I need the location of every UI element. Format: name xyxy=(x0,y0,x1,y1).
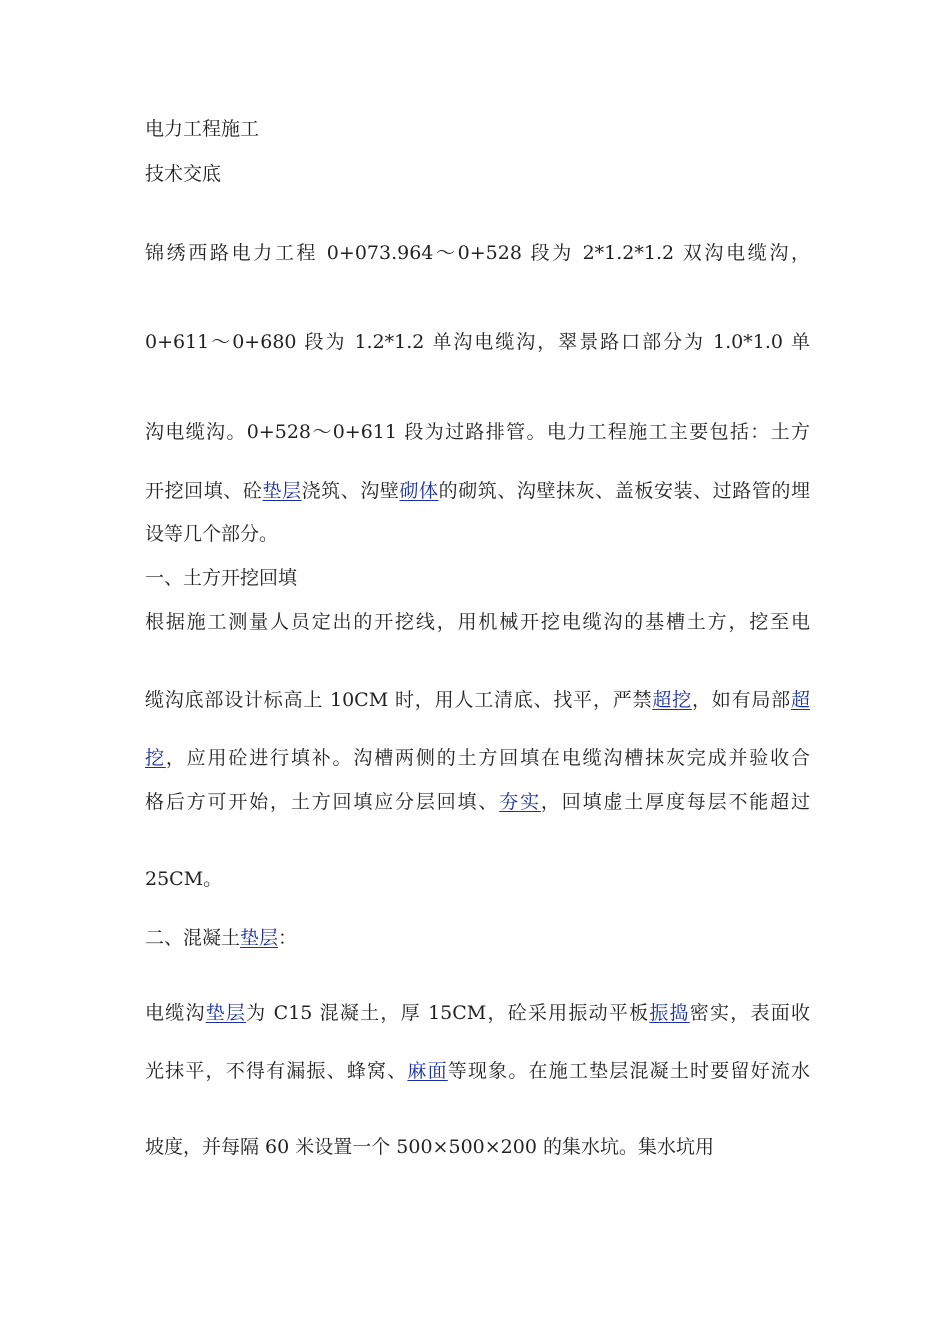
paragraph-1-text: 开挖回填、砼 xyxy=(145,480,263,502)
doc-title-line-1: 电力工程施工 xyxy=(145,118,260,140)
section-1-text: ，如有局部 xyxy=(691,689,791,711)
link-chaowa[interactable]: 超挖 xyxy=(652,689,692,711)
section-2-text: 等现象。在施工垫层混凝土时要留好流水 xyxy=(447,1060,810,1082)
paragraph-1-line-2: 0+611～0+680 段为 1.2*1.2 单沟电缆沟，翠景路口部分为 1.0*1.0 单 xyxy=(145,331,810,353)
section-1-heading: 一、土方开挖回填 xyxy=(145,567,298,589)
section-2-line-3: 坡度，并每隔 60 米设置一个 500×500×200 的集水坑。集水坑用 xyxy=(145,1136,714,1158)
section-1-text: 格后方可开始，土方回填应分层回填、 xyxy=(145,791,500,813)
link-chaowa-start[interactable]: 超 xyxy=(790,689,810,711)
doc-title-line-2: 技术交底 xyxy=(145,163,222,185)
paragraph-1-text: 浇筑、沟壁 xyxy=(301,480,400,502)
section-2-line-1 xyxy=(145,1000,810,1026)
section-1-line-2 xyxy=(145,687,810,713)
paragraph-1-line-1: 锦绣西路电力工程 0+073.964～0+528 段为 2*1.2*1.2 双沟电缆沟， xyxy=(145,242,810,264)
section-1-line-1: 根据施工测量人员定出的开挖线，用机械开挖电缆沟的基槽土方，挖至电 xyxy=(145,611,810,633)
link-dianceng-heading[interactable]: 垫层 xyxy=(240,927,279,949)
link-dianceng[interactable]: 垫层 xyxy=(262,480,302,502)
link-dianceng-2[interactable]: 垫层 xyxy=(205,1002,247,1024)
link-zhendao[interactable]: 振捣 xyxy=(649,1002,690,1024)
section-1-line-3 xyxy=(145,745,810,771)
section-2-heading-text: 二、混凝土 xyxy=(145,927,241,949)
section-2-heading xyxy=(145,925,810,951)
link-chaowa-end[interactable]: 挖 xyxy=(145,747,166,769)
link-hangshi[interactable]: 夯实 xyxy=(499,791,541,813)
link-mamian[interactable]: 麻面 xyxy=(407,1060,448,1082)
section-1-text: ，回填虚土厚度每层不能超过 xyxy=(540,791,810,813)
link-qiti[interactable]: 砌体 xyxy=(399,480,439,502)
section-1-text: 缆沟底部设计标高上 10CM 时，用人工清底、找平，严禁 xyxy=(145,689,653,711)
section-2-text: 电缆沟 xyxy=(145,1002,206,1024)
section-2-text: 密实，表面收 xyxy=(689,1002,810,1024)
paragraph-1-text: 的砌筑、沟壁抹灰、盖板安装、过路管的埋 xyxy=(438,480,810,502)
paragraph-1-line-3: 沟电缆沟。0+528～0+611 段为过路排管。电力工程施工主要包括：土方 xyxy=(145,421,810,443)
section-1-text: ，应用砼进行填补。沟槽两侧的土方回填在电缆沟槽抹灰完成并验收合 xyxy=(165,747,810,769)
section-2-line-2 xyxy=(145,1058,810,1084)
section-1-line-4 xyxy=(145,789,810,815)
section-2-heading-colon: ： xyxy=(278,927,298,949)
paragraph-1-line-4 xyxy=(145,478,810,504)
paragraph-1-line-5: 设等几个部分。 xyxy=(145,523,279,545)
section-2-text: 为 C15 混凝土，厚 15CM，砼采用振动平板 xyxy=(246,1002,650,1024)
section-2-text: 光抹平，不得有漏振、蜂窝、 xyxy=(145,1060,408,1082)
section-1-line-5: 25CM。 xyxy=(145,868,223,890)
